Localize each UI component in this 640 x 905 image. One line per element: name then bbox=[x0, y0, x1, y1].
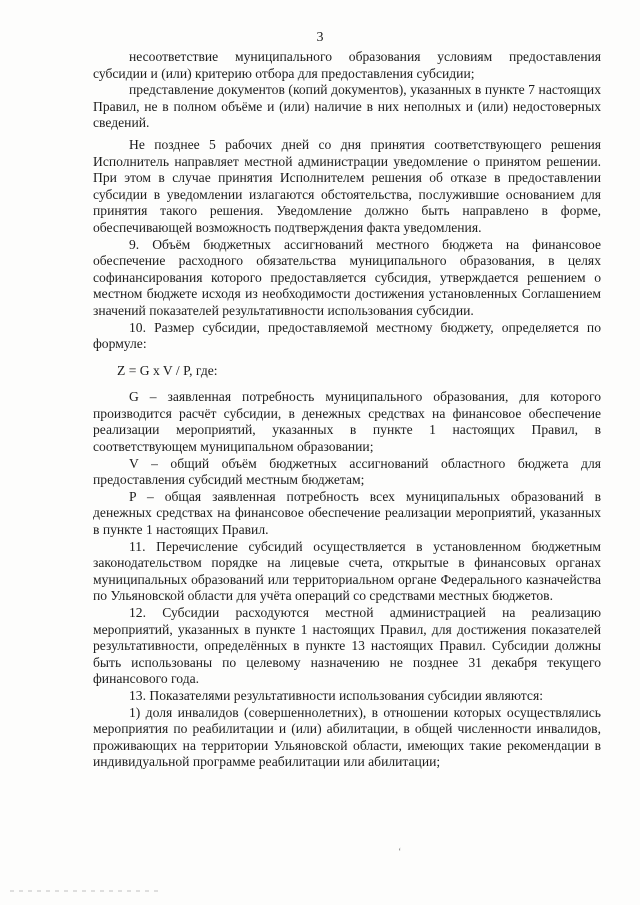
paragraph-item-13: 13. Показателями результативности использования субсидии являются: bbox=[129, 687, 543, 703]
paragraph-refusal-ground-1: несоответствие муниципального образования условиям предоставления субсидии и (или) критерию отбора для предоставления субсидии; bbox=[93, 49, 601, 81]
paragraph-definition-g: G – заявленная потребность муниципального образования, для которого производится расчёт субсидии, в денежных средствах на финансовое обеспечение реализации мероприятий, указанных в пункте 1 настоящих Правил, в соответствующем муниципальном образовании; bbox=[93, 389, 601, 455]
paragraph-item-12: 12. Субсидии расходуются местной администрацией на реализацию мероприятий, указанных в пункте 1 настоящих Правил, для достижения показателей результативности, определённых в пункте 13 настоящих Правил. Субсидии должны быть использованы по целевому назначению не позднее 31 декабря текущего финансового года. bbox=[93, 605, 601, 687]
paragraph-definition-p: P – общая заявленная потребность всех муниципальных образований в денежных средствах на финансовое обеспечение реализации мероприятий, указанных в пункте 1 настоящих Правил. bbox=[93, 488, 601, 538]
document-body bbox=[93, 49, 601, 771]
paragraph-item-10: 10. Размер субсидии, предоставляемой местному бюджету, определяется по формуле: bbox=[93, 319, 601, 352]
scan-artifact bbox=[10, 890, 160, 892]
subsidy-formula: Z = G x V / P, где: bbox=[117, 362, 218, 378]
paragraph-indicator-1: 1) доля инвалидов (совершеннолетних), в отношении которых осуществлялись мероприятия по реабилитации и (или) абилитации, в общей численности инвалидов, проживающих на территории Ульяновской области, имеющих такие рекомендации в индивидуальной программе реабилитации или абилитации; bbox=[93, 704, 601, 770]
paragraph-notification: Не позднее 5 рабочих дней со дня принятия соответствующего решения Исполнитель направляет местной администрации уведомление о принятом решении. При этом в случае принятия Исполнителем решения об отказе в предоставлении субсидии в уведомлении излагаются обстоятельства, послужившие основанием для принятия такого решения. Уведомление должно быть направлено в форме, обеспечивающей возможность подтверждения факта уведомления. bbox=[93, 136, 601, 235]
paragraph-refusal-ground-2: представление документов (копий документов), указанных в пункте 7 настоящих Правил, не в полном объёме и (или) наличие в них неполных и (или) недостоверных сведений. bbox=[93, 82, 601, 131]
paragraph-item-9: 9. Объём бюджетных ассигнований местного бюджета на финансовое обеспечение расходного обязательства муниципального образования, в целях софинансирования которого предоставляется субсидия, утверждается решением о местном бюджете исходя из необходимости достижения установленных Соглашением значений показателей результативности использования субсидии. bbox=[93, 236, 601, 318]
paragraph-definition-v: V – общий объём бюджетных ассигнований областного бюджета для предоставления субсидий местным бюджетам; bbox=[93, 455, 601, 488]
page-number: 3 bbox=[316, 30, 324, 45]
scan-mark: ‘ bbox=[398, 847, 402, 858]
paragraph-item-11: 11. Перечисление субсидий осуществляется в установленном бюджетным законодательством порядке на лицевые счета, открытые в финансовых органах муниципальных образований или территориальном органе Федерального казначейства по Ульяновской области для учёта операций со средствами местных бюджетов. bbox=[93, 538, 601, 604]
